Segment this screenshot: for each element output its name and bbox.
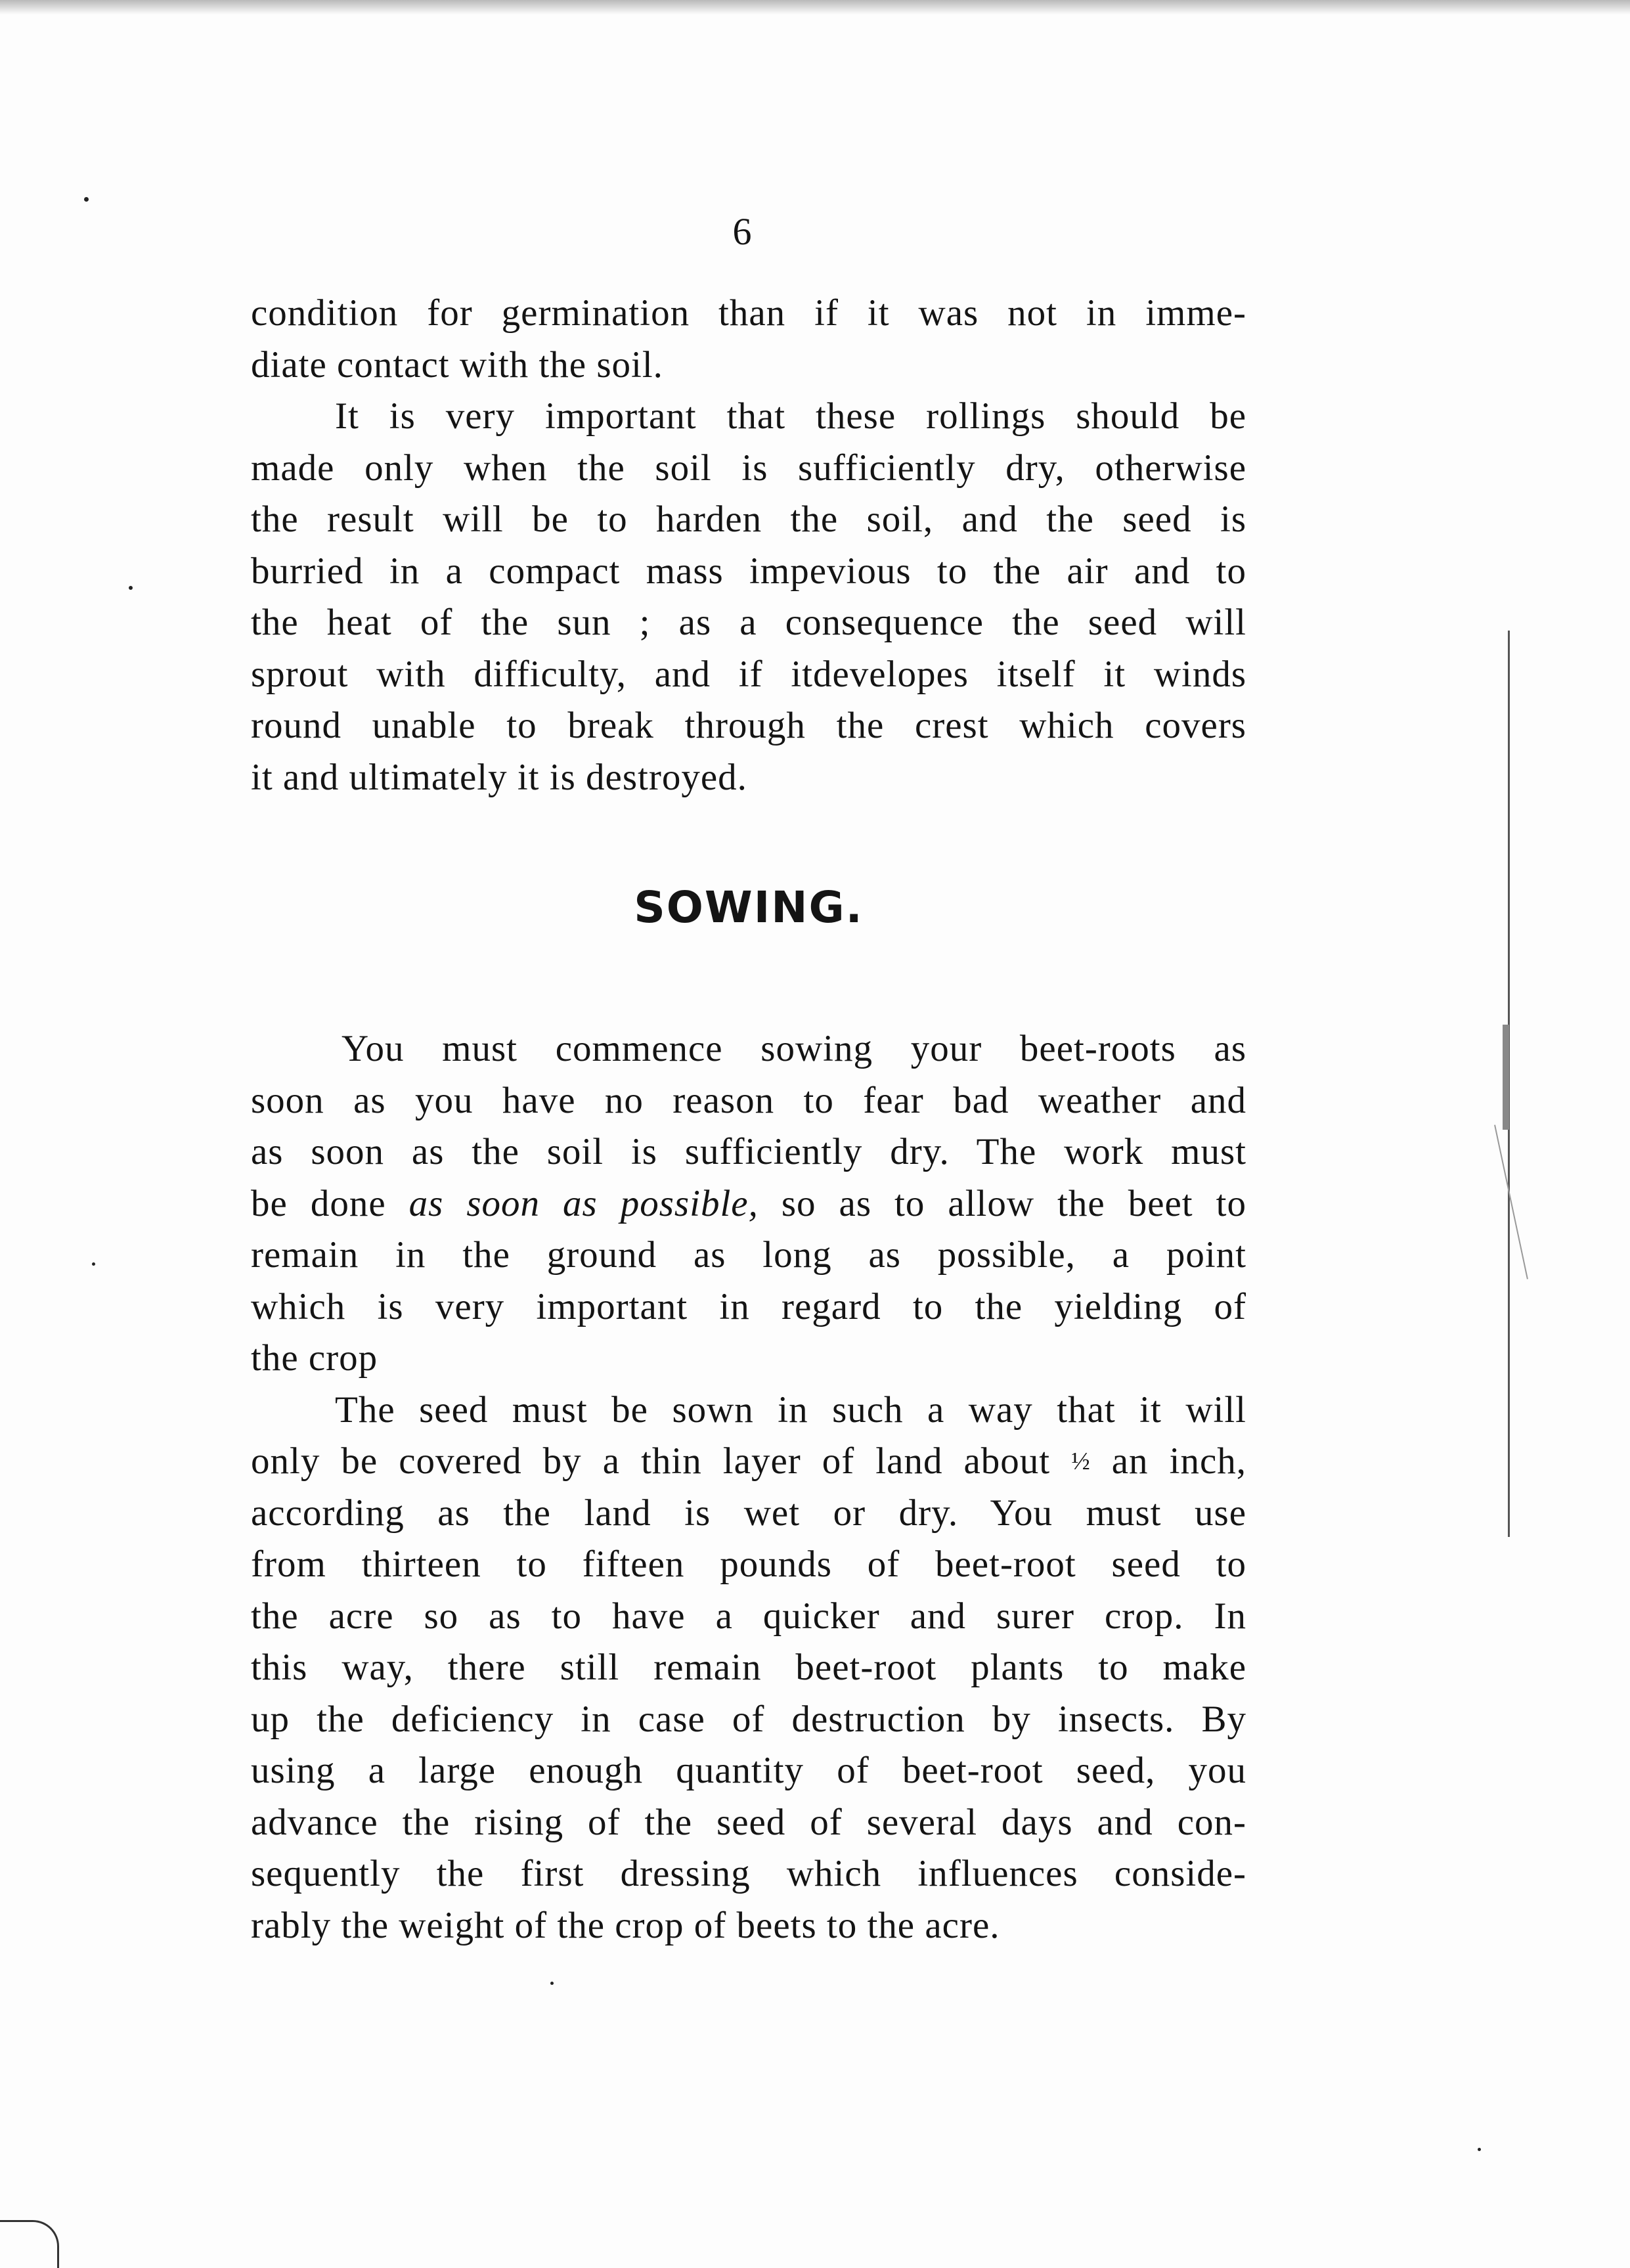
text-fragment: be done bbox=[251, 1182, 409, 1224]
text-fragment: so as to allow the beet to bbox=[758, 1182, 1246, 1224]
text-line: It is very important that these rollings should be bbox=[335, 395, 1246, 437]
text-line: soon as you have no reason to fear bad weather and bbox=[251, 1079, 1246, 1121]
body-text-lower bbox=[251, 1023, 1246, 1951]
text-line: The seed must be sown in such a way that it will bbox=[335, 1389, 1246, 1431]
text-line-emphasis bbox=[251, 1178, 1246, 1230]
text-line: the result will be to harden the soil, and the seed is bbox=[251, 499, 1246, 540]
text-fragment: an inch, bbox=[1090, 1440, 1246, 1482]
text-line: made only when the soil is sufficiently dry, otherwise bbox=[251, 447, 1246, 489]
text-line: the heat of the sun ; as a consequence the seed will bbox=[251, 602, 1246, 643]
text-line: the acre so as to have a quicker and surer crop. In bbox=[251, 1595, 1246, 1637]
scan-speck bbox=[1478, 2148, 1481, 2151]
text-line-fraction bbox=[251, 1436, 1246, 1488]
text-line: using a large enough quantity of beet-root seed, you bbox=[251, 1750, 1246, 1791]
text-line: as soon as the soil is sufficiently dry. The work must bbox=[251, 1131, 1246, 1172]
text-line: remain in the ground as long as possible, a point bbox=[251, 1234, 1246, 1276]
scan-speck bbox=[550, 1982, 554, 1985]
text-line: this way, there still remain beet-root plants to make bbox=[251, 1647, 1246, 1688]
text-line: sprout with difficulty, and if itdevelopes itself it winds bbox=[251, 653, 1246, 695]
text-line: rably the weight of the crop of beets to the acre. bbox=[251, 1904, 1000, 1946]
page-top-shadow bbox=[0, 0, 1630, 14]
text-line: advance the rising of the seed of several days and con- bbox=[251, 1801, 1246, 1843]
text-line: the crop bbox=[251, 1337, 378, 1379]
scan-speck bbox=[84, 197, 89, 202]
paragraph-seed-quantity bbox=[251, 1385, 1246, 1952]
section-heading: SOWING. bbox=[634, 882, 864, 933]
text-line: according as the land is wet or dry. You must use bbox=[251, 1492, 1246, 1534]
fraction-half: ½ bbox=[1071, 1448, 1091, 1475]
scan-speck bbox=[92, 1262, 95, 1266]
text-line: round unable to break through the crest which covers bbox=[251, 705, 1246, 746]
page-corner-mark bbox=[0, 2220, 59, 2268]
text-line: from thirteen to fifteen pounds of beet-root seed to bbox=[251, 1544, 1246, 1585]
binding-thread bbox=[1503, 1025, 1509, 1130]
paragraph-sowing-time bbox=[251, 1023, 1246, 1385]
text-line: diate contact with the soil. bbox=[251, 344, 663, 386]
text-line: sequently the first dressing which influences conside- bbox=[251, 1853, 1246, 1894]
binding-thread bbox=[1494, 1124, 1528, 1279]
text-line: condition for germination than if it was not in imme- bbox=[251, 292, 1246, 334]
text-line: it and ultimately it is destroyed. bbox=[251, 756, 747, 798]
page-number: 6 bbox=[732, 210, 752, 253]
text-line: which is very important in regard to the yielding of bbox=[251, 1285, 1246, 1327]
text-fragment: only be covered by a thin layer of land about bbox=[251, 1440, 1072, 1482]
paragraph-continuation bbox=[251, 288, 1246, 391]
body-text-upper bbox=[251, 288, 1246, 803]
paragraph-rollings bbox=[251, 391, 1246, 803]
text-line: burried in a compact mass impevious to the air and to bbox=[251, 550, 1246, 592]
italic-emphasis: as soon as possible, bbox=[408, 1182, 759, 1224]
text-line: You must commence sowing your beet-roots as bbox=[341, 1028, 1246, 1069]
text-line: up the deficiency in case of destruction by insects. By bbox=[251, 1698, 1246, 1740]
scan-speck bbox=[129, 586, 133, 590]
